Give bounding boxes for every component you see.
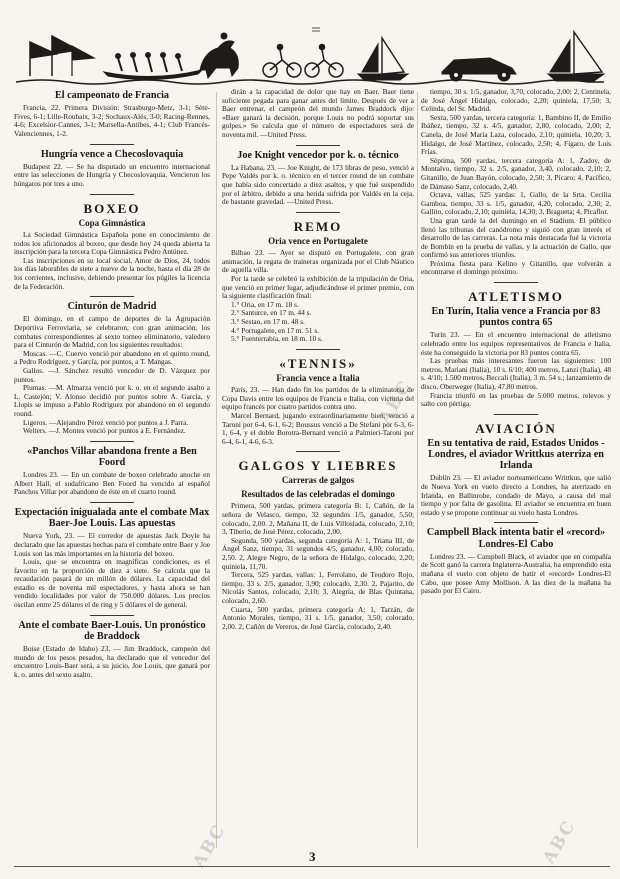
headline: Hungría vence a Checoslovaquia: [40, 148, 184, 160]
paragraph: Turín 23. — En el encuentro internacional de atletismo celebrado entre los equipos representativos de Francia e Italia, éste ha conseguido la victoria por 83 puntos contra 65.: [421, 330, 611, 357]
paragraph: Octava, vallas, 525 yardas: 1, Gallo, de la Srta. Cecilia Gamboa, tiempo, 33 s. 1/5, ganador, 4,20, colocado, 2,30; 2, Gallito, colocado, 2,10; quiniela, 14,30; 3, Bragueta; 4, Picaflor.: [421, 190, 611, 217]
section-title: ATLETISMO: [468, 289, 564, 305]
paragraph: Por la tarde se celebró la exhibición de la tripulación de Oria, que venció en primer lugar, adjudicándose el primer premio, con la siguiente clasificación final:: [222, 274, 414, 301]
section-title: REMO: [293, 218, 343, 234]
article-divider: [90, 441, 134, 442]
watermark: ABC: [539, 816, 581, 868]
list-item: 5.° Fuenterrabía, en 18 m. 10 s.: [231, 334, 323, 344]
headline: En Turín, Italia vence a Francia por 83 puntos contra 65: [431, 306, 601, 329]
paragraph: Marcel Bernard, jugando extraordinariamente bien, venció a Taroni por 6-4, 6-1, 6-2; Boussus venció a De Stefani por 6-3, 6-1, 6-4, y el doble Borotra-Bernard venció a Palmieri-Taroni por 6-4, 6-1, 4-6, 6-3.: [222, 411, 414, 446]
paragraph: Louis, que se encuentra en magníficas condiciones, es el favorito en la proporción de diez a siete. Se calcula que la recaudación pasará de un millón de dólares. La capacidad del estadio es de noventa mil espectadores, y hasta ahora se han vendido localidades por valor de 750.000 dólares. Los precios oscilan entre 25 dólares el de ring y 5 dólares el de general.: [14, 557, 210, 610]
paragraph: Gallos. —J. Sánchez resultó vencedor de D. Vázquez por puntos.: [14, 365, 210, 384]
article-divider: [296, 349, 340, 350]
paragraph: Séptima, 500 yardas, tercera categoría A: 1, Zadoy, de Montalvo, tiempo, 32 s. 2/5, ganador, 3,40, colocado, 2,10; 2, Gitanillo, de Juan Bayón, colocado, 2,50; 3, Pícaro; 4, Pacífico, de Dámaso Sanz, colocado, 2,40.: [421, 155, 611, 191]
watermark: ABC: [189, 820, 231, 872]
paragraph: Francia triunfó en las pruebas de 5.000 metros, relevos y salto con pértiga.: [421, 390, 611, 409]
paragraph: El domingo, en el campo de deportes de la Agrupación Deportiva Ferroviaria, se celebraron, con gran animación, los combates correspondientes al sexto torneo eliminatorio, valedero para el Cinturón de Madrid, con los siguientes resultados:: [14, 314, 210, 350]
section-title: BOXEO: [83, 200, 141, 216]
header-illustration: [12, 24, 608, 86]
headline: Cinturón de Madrid: [67, 301, 157, 313]
paragraph: Moscas. —C. Cuervo venció por abandono en el quinto round, a Pedro Rodríguez, y García, por puntos, a T. Mangas.: [14, 348, 210, 367]
paragraph: La Habana, 23. — Joe Knight, de 173 libras de peso, venció a Pepe Valdés por k. o. técnico en el tercer round de un combate que había sido concertado a diez asaltos, y que fué suspendido por el árbitro, debido a una herida sufrida por Valdés en la ceja, de bastante gravedad. —United Press.: [222, 162, 414, 207]
paragraph: Sexta, 500 yardas, tercera categoría: 1, Bambino II, de Emilio Ibáñez, tiempo, 32 s. 4/5, ganador, 2,80, colocado, 2,00; 2, Canela, de José María Laza, colocado, 2,10; quiniela, 10,20; 3, Hidalgo, de José Martínez, colocado, 2,50; 4, Fígaro, de Luis Frías.: [421, 112, 611, 157]
paragraph: dirán a la capacidad de dolor que hay en Baer. Baer tiene suficiente pegada para ganar antes del límite. Después de ver a Baer entrenar, el campeón del mundo James Braddock dijo: «Baer ganará la decisión, porque Louis no podrá soportar sus golpes.» Se calcula que el número de espectadores será de noventa mil. —United Press.: [222, 88, 414, 139]
article-divider: [90, 615, 134, 616]
paragraph: Boise (Estado de Idaho) 23. — Jim Braddock, campeón del mundo de los pesos pesados, ha declarado que el vencedor del encuentro Louis-Baer será, a su juicio, Joe Louis, que ganará por k. o. antes del sexto asalto.: [14, 644, 210, 679]
article-divider: [90, 144, 134, 145]
list-item: 3.° Sestao, en 17 m. 48 s.: [231, 316, 305, 326]
headline: «Panchos Villar abandona frente a Ben Foord: [27, 445, 197, 468]
paragraph: Budapest 22. — Se ha disputado un encuentro internacional entre las selecciones de Hungría y Checoslovaquia. Vencieron los húngaros por tres a uno.: [14, 161, 210, 188]
paragraph: Francia, 22. Primera División: Strasburgo-Metz, 3-1; Sète-Fives, 6-1; Lille-Roubaix, 3-2; Sochaux-Alés, 3-0; Racing-Rennes, 4-6; Excelsior-Cannes, 3-1; Marsella-Antibes, 4-1; Club Francés-Valenciennes, 1-2.: [14, 103, 210, 138]
headline: Ante el combate Baer-Louis. Un pronóstico de Braddock: [18, 619, 206, 642]
paragraph: La Sociedad Gimnástica Española pone en conocimiento de todos los aficionados al boxeo, que desde hoy 24 queda abierta la inscripción para la tercera Copa Gimnástica Pedro Antúnez.: [14, 230, 210, 257]
section-title: «TENNIS»: [279, 355, 357, 371]
article-divider: [90, 502, 134, 503]
paragraph: tiempo, 30 s. 1/5, ganador, 3,70, colocado, 2,00; 2, Centinela, de José Ángel Hidalgo, colocado, 2,20; quiniela, 17,50; 3, Celinda, del Sr. Madrid.: [421, 88, 611, 114]
column-right: [421, 88, 611, 852]
column-divider: [417, 92, 418, 848]
paragraph: Welters. —J. Montes venció por puntos a E. Fernández.: [23, 426, 186, 436]
article-divider: [296, 212, 340, 213]
article-divider: [494, 282, 538, 283]
paragraph: Dublín 23. — El aviador norteamericano Writtkus, que salió de Nueva York en vuelo directo a Londres, ha aterrizado en Irlanda, en Ballinrobe, condado de Mayo, a causa del mal tiempo y por falta de gasolina. El aviador se encuentra en buen estado y se propone continuar su vuelo hasta Londres.: [421, 473, 611, 517]
list-item: 1.° Oria, en 17 m. 18 s.: [231, 299, 299, 309]
paragraph: París, 23. — Han dado fin los partidos de la eliminatoria de Copa Davis entre los equipos de Francia e Italia, con victoria del equipo francés por cuatro partidos contra uno.: [222, 385, 414, 412]
paragraph: Bilbao 23. — Ayer se disputó en Portugalete, con gran animación, la regata de traineras organizada por el Club Náutico de aquella villa.: [222, 248, 414, 275]
column-center: [222, 88, 417, 852]
paragraph: Nueva York, 23. — El corredor de apuestas Jack Doyle ha declarado que las apuestas hechas para el combate entre Baer y Joe Louis son las más importantes en la historia del boxeo.: [14, 531, 210, 558]
article-divider: [494, 414, 538, 415]
list-item: 4.° Portugalete, en 17 m. 51 s.: [231, 325, 320, 335]
subheadline: Carreras de galgos: [281, 475, 355, 486]
paragraph: Las pruebas más interesantes fueron las siguientes: 100 metros, Mariani (Italia), 10 s. 6/10; 400 metros, Lanzi (Italia), 48 s. 4/10; 1.500 metros, Beccali (Italia), 3 m. 54 s.; lanzamiento de disco, Oberweger (Italia), 47,80 metros.: [421, 356, 611, 392]
article-divider: [494, 522, 538, 523]
paragraph: Londres 23. — Campbell Black, el aviador que en compañía de Scott ganó la carrera Inglaterra-Australia, ha emprendido esta mañana el vuelo con objeto de batir el «record» Londres-El Cabo, que posee Amy Mollison. A las diez de la mañana ha pasado por El Cairo.: [421, 551, 611, 596]
subheadline: Oria vence en Portugalete: [268, 235, 368, 246]
section-title: GALGOS Y LIEBRES: [238, 458, 398, 474]
paragraph: Cuarta, 500 yardas, primera categoría A: 1, Tarzán, de Antonio Morales, tiempo, 31 s. 1/5, ganador, 3,50; colocado, 2,00. 2, Cañón de Vereros, de José García, colocado, 2,40.: [222, 604, 414, 631]
paragraph: Tercera, 525 yardas, vallas: 1, Ferrolano, de Teodoro Rojo, tiempo, 33 s. 2/5, ganador, 3,90; colocado, 2,30. 2, Pajarito, de Nicolás Santos, colocado, 2,10; 3, Alegría, de Blas Quintana, colocado, 2,60.: [222, 570, 414, 605]
headline: El campeonato de Francia: [54, 90, 170, 101]
subheadline: Resultados de las celebradas el domingo: [241, 488, 395, 499]
column-left: [14, 88, 210, 852]
headline: Campbell Black intenta batir el «record» Londres-El Cabo: [426, 527, 606, 550]
watermark: ABC: [375, 376, 417, 428]
page-number: 3: [309, 849, 316, 864]
subheadline: Copa Gimnástica: [78, 217, 146, 228]
headline: En su tentativa de raid, Estados Unidos - Londres, el aviador Writtkus aterriza en Irlanda: [427, 437, 605, 472]
article-divider: [90, 296, 134, 297]
paragraph: Plumas. —M. Almarza venció por k. o. en el segundo asalto a L. Castejón; V. Alonso decidió por puntos sobre A. García, y Llopis se impuso a Pablo Rodríguez por abandono en el segundo round.: [14, 383, 210, 418]
footer-rule: [14, 866, 610, 867]
list-item: 2.° Santurce, en 17 m. 44 s.: [231, 308, 312, 318]
paragraph: Segunda, 500 yardas, segunda categoría A: 1, Triana III, de Ángel Sanz, tiempo, 31 segundos 4/5, ganador, 4,00; colocado, 2,50. 2, Alegre Negro, de la señora de Hidalgo, colocado, 2,20; quiniela, 11,70.: [222, 535, 414, 571]
paragraph: Londres 23. — En un combate de boxeo celebrado anoche en Albert Hall, el sudafricano Ben Foord ha vencido al español Panchos Villar por abandono de éste en el cuarto round.: [14, 470, 210, 497]
paragraph: Próxima fiesta para Kelino y Gitanillo, que volverán a encontrarse el domingo próximo.: [421, 258, 611, 277]
paragraph: Primera, 500 yardas, primera categoría B: 1, Cañón, de la señora de Velasco, tiempo, 32 segundos 1/5, ganador, 5,50; colocado, 2,00. 2, Mañana II, de Luis Villoslada, colocado, 2,10; 3, Tiberio, de José Pérez, colocado, 2,00.: [222, 501, 414, 537]
paragraph: Ligeros. —Alejandro Pérez venció por puntos a J. Parra.: [23, 417, 189, 427]
article-divider: [90, 194, 134, 195]
paragraph: Una gran tarde la del domingo en el Stadium. El público llenó las tribunas del canódromo y siguió con gran interés el desarrollo de las carreras. La nota más destacada fué la victoria de Bombín en la prueba de vallas, y la actuación de Gallo, que confirmó sus anteriores triunfos.: [421, 215, 611, 260]
subheadline: Francia vence a Italia: [276, 372, 360, 383]
section-title: AVIACIÓN: [475, 420, 557, 436]
article-divider: [296, 451, 340, 452]
column-divider: [216, 92, 217, 848]
headline: Joe Knight vencedor por k. o. técnico: [237, 149, 399, 161]
paragraph: Las inscripciones en su local social, Amor de Dios, 24, todos los días laborables de siete a nueve de la noche, hasta el día 28 de los corrientes, inclusive, debiendo presentar los púgiles la licencia de la Federación.: [14, 255, 210, 291]
headline: Expectación inigualada ante el combate Max Baer-Joe Louis. Las apuestas: [14, 506, 210, 530]
article-divider: [296, 145, 340, 146]
